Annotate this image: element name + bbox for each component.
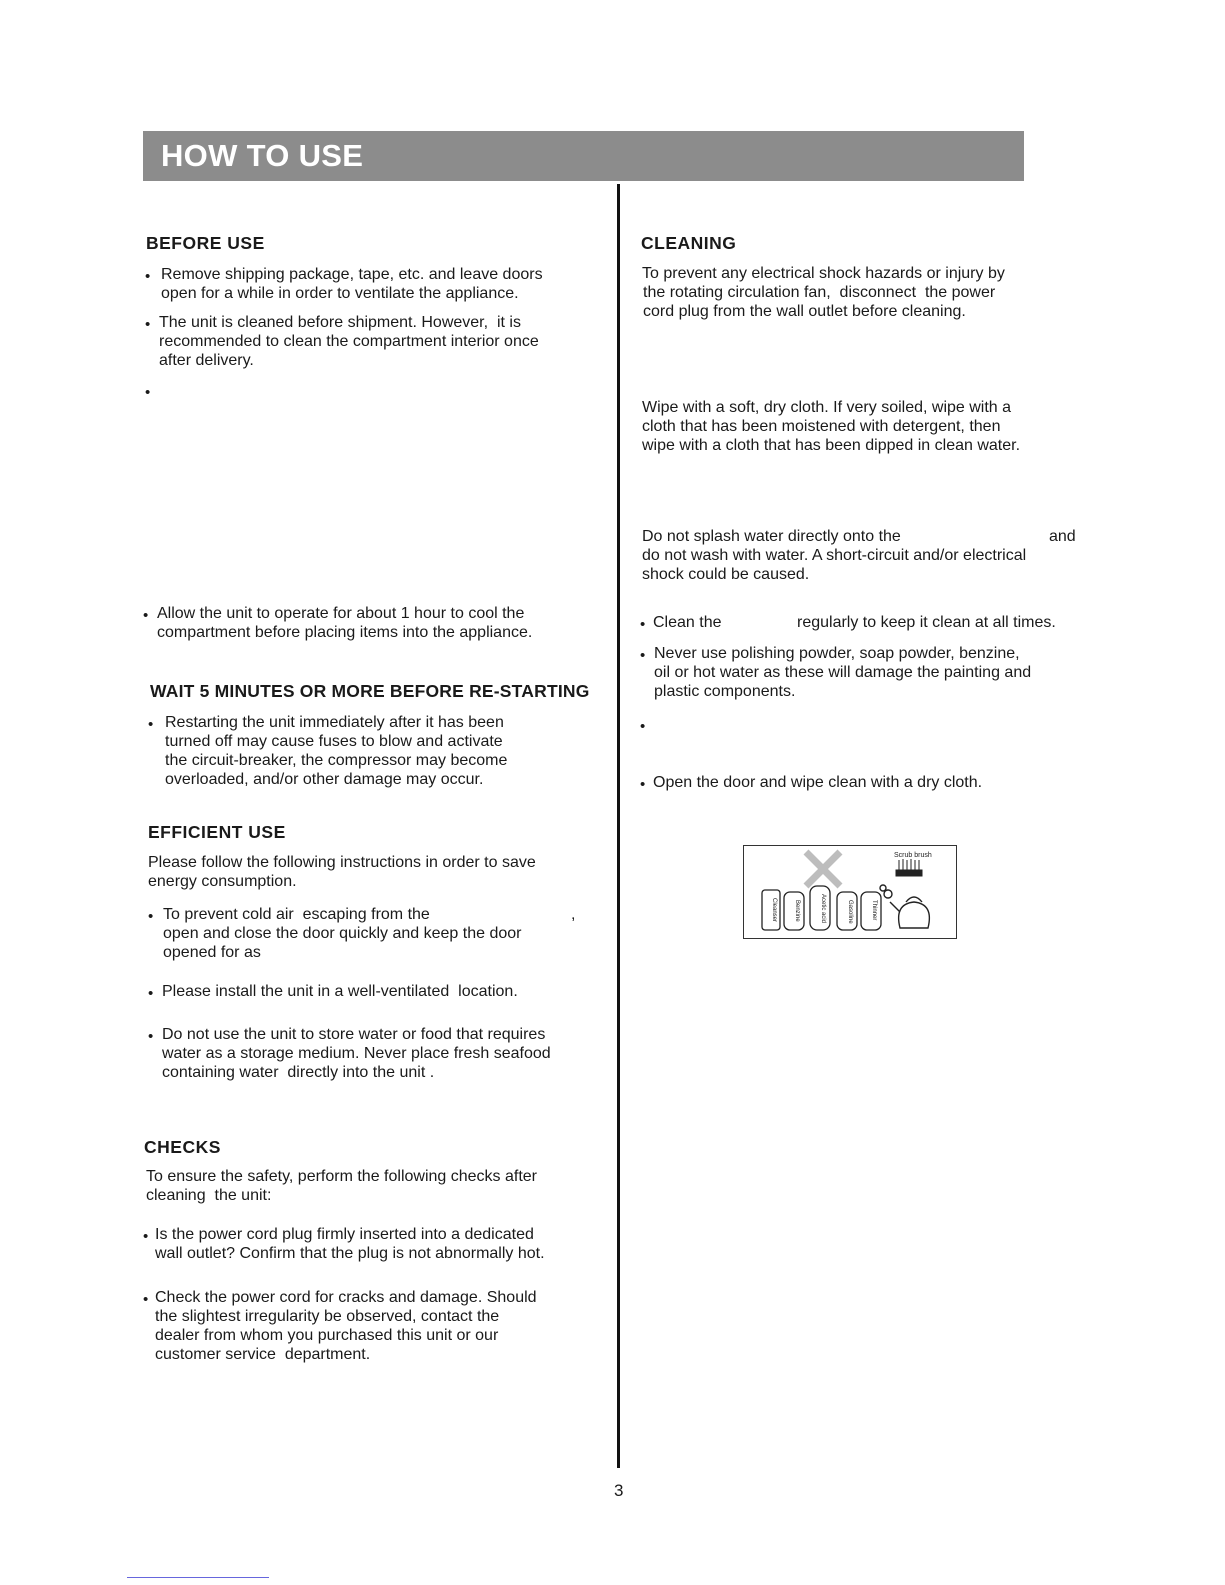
before-use-item2-line2: recommended to clean the compartment interior once (159, 333, 539, 350)
figure-label-cleanser: Cleanser (771, 898, 777, 923)
column-divider (617, 184, 620, 1468)
bullet-dot: • (640, 616, 646, 633)
efficient-b1-line2: open and close the door quickly and keep the door (163, 925, 522, 942)
thinner-bottle-icon (861, 892, 881, 930)
scrub-brush-icon (896, 859, 922, 876)
before-use-item2-line3: after delivery. (159, 352, 254, 369)
efficient-b3-line2: water as a storage medium. Never place fresh seafood (162, 1045, 551, 1062)
section-banner (143, 131, 1024, 181)
cleaning-p3-line3: shock could be caused. (642, 566, 810, 583)
efficient-intro-line1: Please follow the following instructions in order to save (148, 854, 536, 871)
acetic-acid-bottle-icon (810, 886, 830, 930)
cleaning-b2-line1: Never use polishing powder, soap powder, benzine, (654, 645, 1020, 662)
checks-b2-line3: dealer from whom you purchased this unit or our (155, 1327, 499, 1344)
figure-label-gasoline: Gasoline (847, 900, 853, 924)
efficient-intro-line2: energy consumption. (148, 873, 297, 890)
bullet-dot: • (148, 716, 154, 733)
benzine-bottle-icon (784, 892, 804, 930)
cleaning-b1-part2: regularly to keep it clean at all times. (797, 614, 1056, 631)
cleaning-p1-line2: the rotating circulation fan, disconnect the power (643, 284, 996, 301)
bullet-dot: • (640, 718, 646, 735)
wait-heading: WAIT 5 MINUTES OR MORE BEFORE RE-STARTING (150, 681, 590, 701)
before-use-item1-line2: open for a while in order to ventilate the appliance. (161, 285, 519, 302)
bullet-dot: • (640, 647, 646, 664)
checks-b2-line4: customer service department. (155, 1346, 371, 1363)
cleaning-agents-figure (743, 845, 957, 939)
checks-b2-line1: Check the power cord for cracks and damage. Should (155, 1289, 537, 1306)
before-use-item4-line2: compartment before placing items into the appliance. (157, 624, 533, 641)
checks-heading: CHECKS (144, 1137, 221, 1157)
bullet-dot: • (640, 776, 646, 793)
cleaning-p3-line1b: and (1049, 528, 1076, 545)
checks-b1-line2: wall outlet? Confirm that the plug is not abnormally hot. (155, 1245, 545, 1262)
cleaning-p2-line2: cloth that has been moistened with detergent, then (642, 418, 1001, 435)
checks-intro-line1: To ensure the safety, perform the following checks after (146, 1168, 538, 1185)
cleaning-p2-line1: Wipe with a soft, dry cloth. If very soiled, wipe with a (642, 399, 1012, 416)
prohibited-x-icon (806, 852, 840, 886)
cleaning-p2-line3: wipe with a cloth that has been dipped in clean water. (642, 437, 1021, 454)
cleaning-heading: CLEANING (641, 233, 737, 253)
cleaning-p1-line3: cord plug from the wall outlet before cleaning. (643, 303, 966, 320)
bullet-dot: • (145, 384, 151, 401)
cleaning-p1-line1: To prevent any electrical shock hazards or injury by (642, 265, 1005, 282)
efficient-heading: EFFICIENT USE (148, 822, 286, 842)
section-title: HOW TO USE (161, 138, 364, 173)
efficient-b1-line1: To prevent cold air escaping from the (163, 906, 430, 923)
bullet-dot: • (148, 985, 154, 1002)
figure-label-benzine: Benzine (794, 900, 800, 922)
cleaning-agents-illustration (744, 846, 956, 938)
cleaning-b4-line1: Open the door and wipe clean with a dry cloth. (653, 774, 983, 791)
bullet-dot: • (143, 1291, 149, 1308)
page-number: 3 (614, 1481, 624, 1500)
efficient-b3-line1: Do not use the unit to store water or food that requires (162, 1026, 546, 1043)
checks-b2-line2: the slightest irregularity be observed, contact the (155, 1308, 500, 1325)
bullet-dot: • (145, 316, 151, 333)
before-use-item4-line1: Allow the unit to operate for about 1 hour to cool the (157, 605, 525, 622)
efficient-b3-line3: containing water directly into the unit . (162, 1064, 435, 1081)
wait-line4: overloaded, and/or other damage may occur. (165, 771, 484, 788)
cleaning-p3-line2: do not wash with water. A short-circuit and/or electrical (642, 547, 1027, 564)
before-use-item1-line1: Remove shipping package, tape, etc. and leave doors (161, 266, 543, 283)
cleaning-p3-line1a: Do not splash water directly onto the (642, 528, 901, 545)
before-use-heading: BEFORE USE (146, 233, 265, 253)
bullet-dot: • (143, 1228, 149, 1245)
before-use-item2-line1: The unit is cleaned before shipment. However, it is (159, 314, 521, 331)
wait-line2: turned off may cause fuses to blow and activate (165, 733, 503, 750)
figure-label-acetic-acid: Acetic acid (820, 894, 826, 924)
efficient-b1-line3: opened for as (163, 944, 261, 961)
bullet-dot: • (143, 607, 149, 624)
efficient-b1-comma: , (571, 906, 576, 923)
wait-line3: the circuit-breaker, the compressor may become (165, 752, 508, 769)
scrub-brush-label: Scrub brush (894, 852, 932, 859)
bullet-dot: • (148, 908, 154, 925)
bullet-dot: • (145, 268, 151, 285)
wait-line1: Restarting the unit immediately after it has been (165, 714, 504, 731)
footer-rule (127, 1577, 269, 1578)
bullet-dot: • (148, 1028, 154, 1045)
figure-label-thinner: Thinner (871, 900, 877, 921)
cleaning-b2-line2: oil or hot water as these will damage the painting and (654, 664, 1032, 681)
checks-b1-line1: Is the power cord plug firmly inserted into a dedicated (155, 1226, 534, 1243)
kettle-icon (880, 885, 929, 928)
cleaning-b1-part1: Clean the (653, 614, 722, 631)
efficient-b2-line1: Please install the unit in a well-ventilated location. (162, 983, 518, 1000)
cleaning-b2-line3: plastic components. (654, 683, 796, 700)
checks-intro-line2: cleaning the unit: (146, 1187, 272, 1204)
gasoline-bottle-icon (837, 892, 857, 930)
